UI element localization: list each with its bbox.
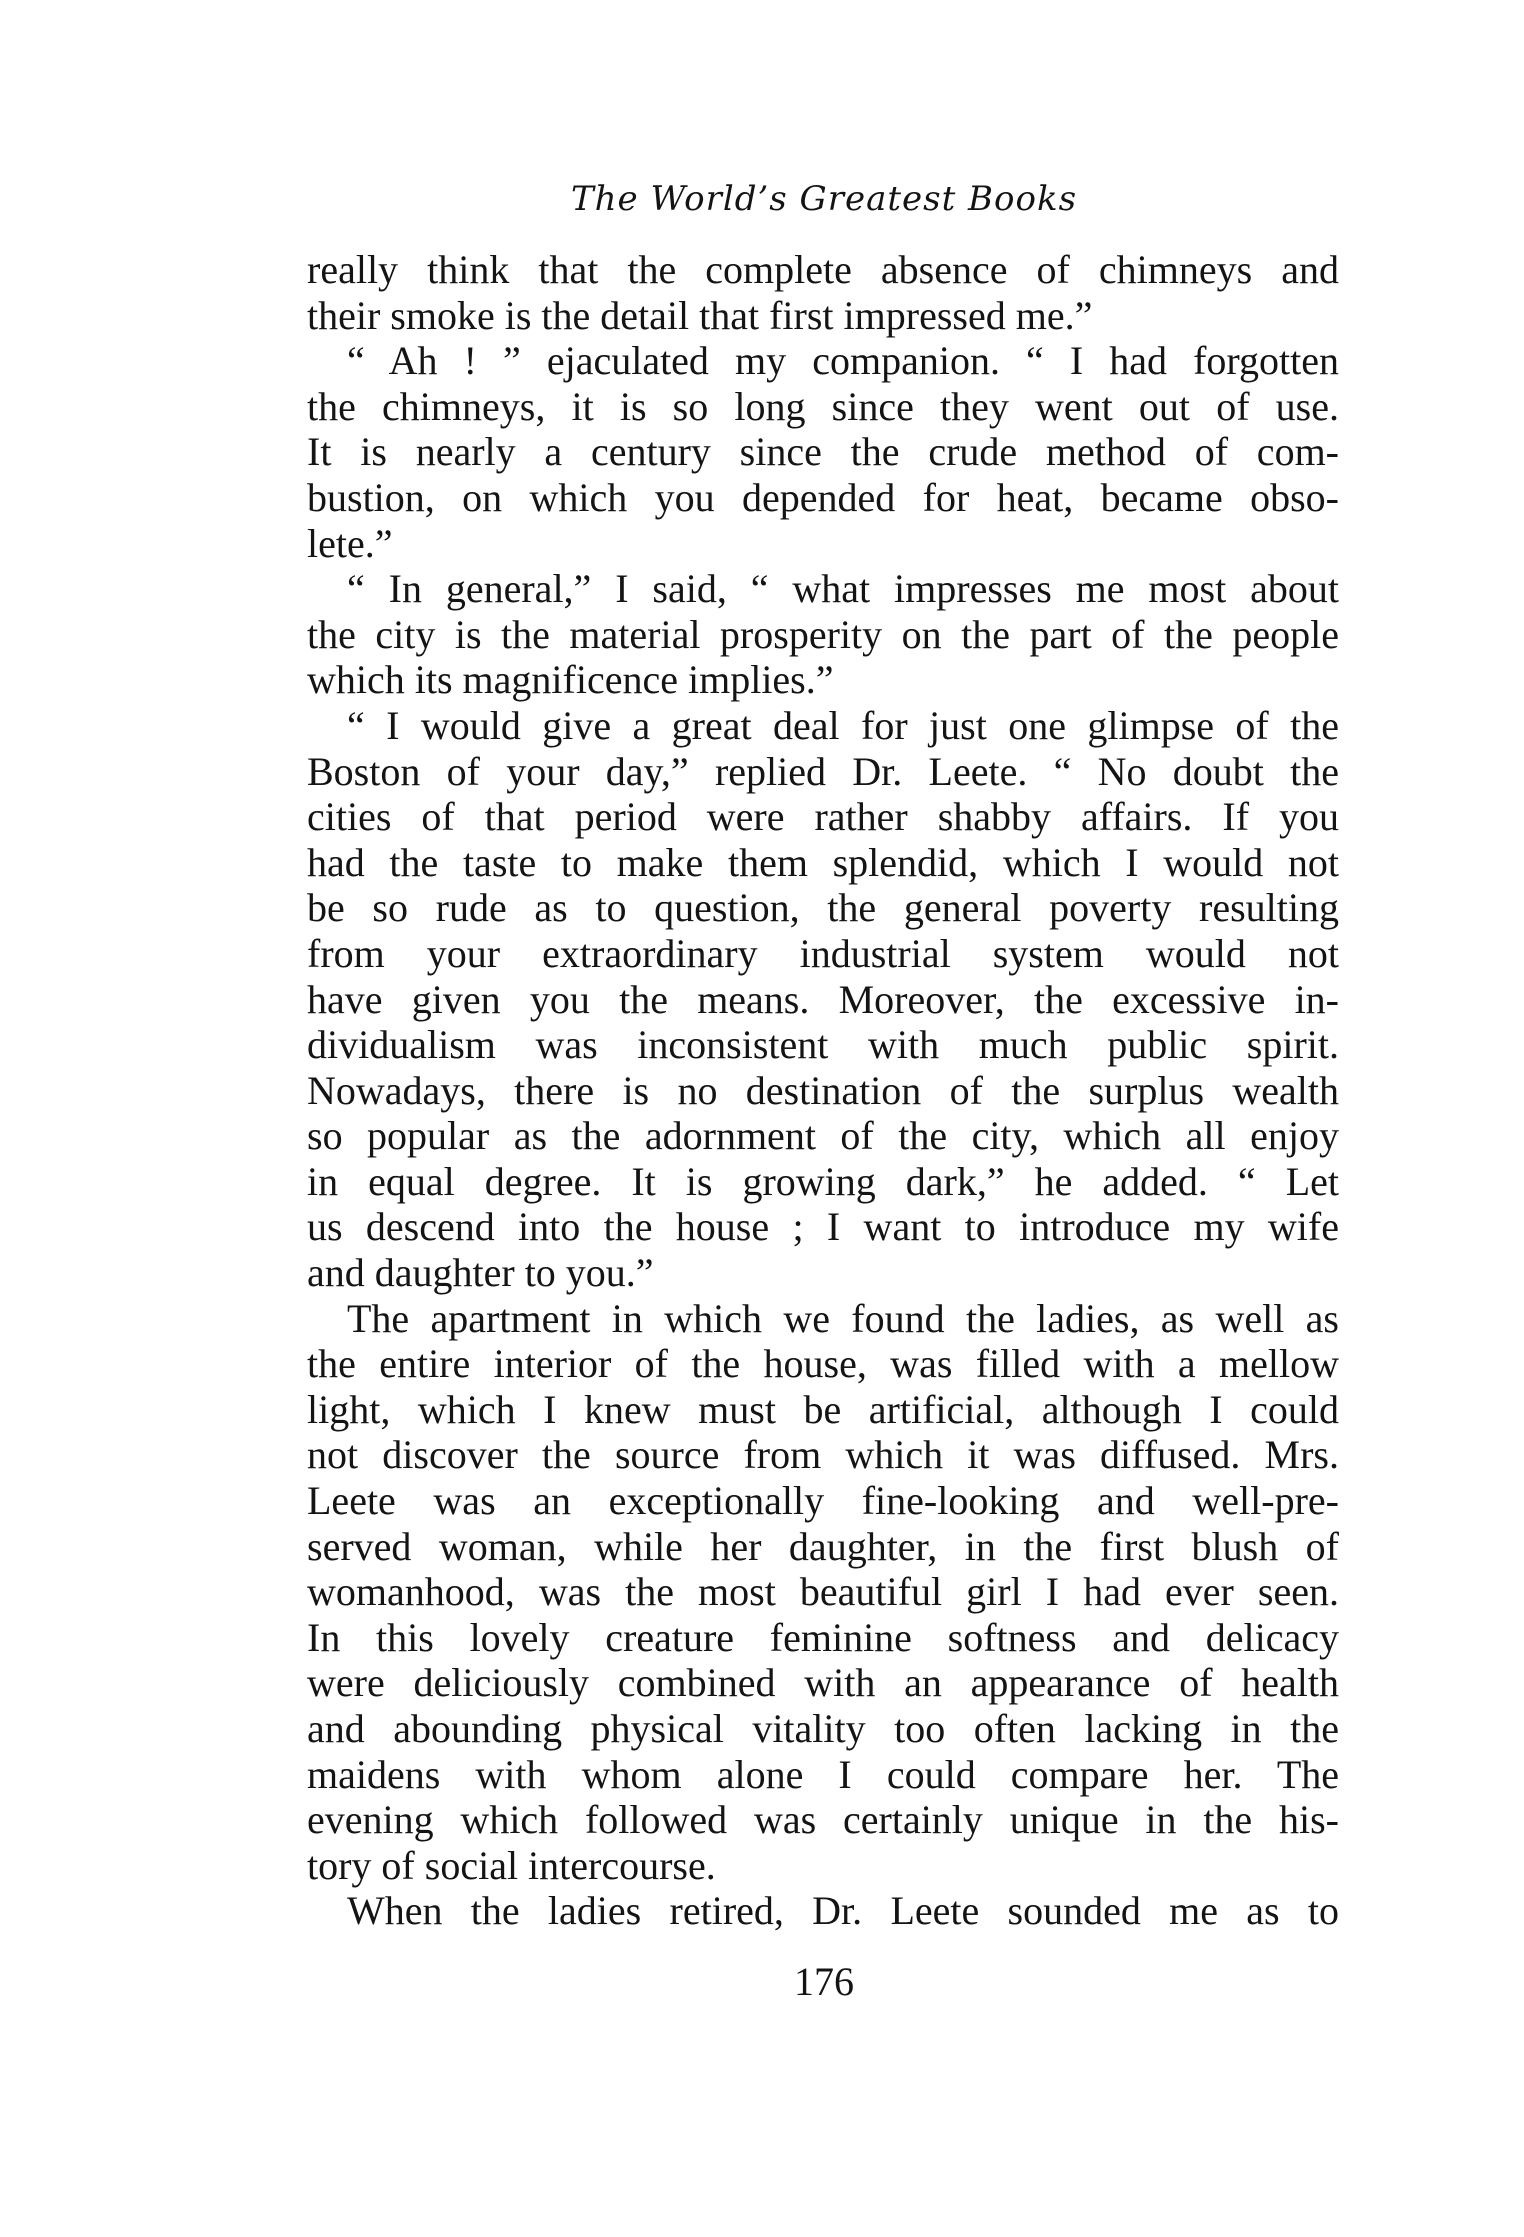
- text-line: served woman, while her daughter, in the first blush of: [307, 1523, 1339, 1569]
- text-line: Boston of your day,” replied Dr. Leete. “ No doubt the: [307, 748, 1339, 794]
- text-line: and daughter to you.”: [307, 1250, 654, 1296]
- text-line: their smoke is the detail that first impressed me.”: [307, 292, 1093, 338]
- text-line: maidens with whom alone I could compare her. The: [307, 1751, 1339, 1797]
- text-line: not discover the source from which it was diffused. Mrs.: [307, 1432, 1339, 1478]
- text-line: the city is the material prosperity on the part of the people: [307, 611, 1339, 657]
- text-line: The apartment in which we found the ladies, as well as: [347, 1295, 1339, 1341]
- text-line: lete.”: [307, 520, 393, 566]
- text-line: cities of that period were rather shabby affairs. If you: [307, 794, 1339, 840]
- text-line: be so rude as to question, the general poverty resulting: [307, 885, 1339, 931]
- text-line: bustion, on which you depended for heat, became obso-: [307, 474, 1339, 520]
- text-line: light, which I knew must be artificial, although I could: [307, 1386, 1339, 1432]
- text-line: Leete was an exceptionally fine-looking and well-pre-: [307, 1478, 1339, 1524]
- text-line: “ In general,” I said, “ what impresses me most about: [347, 566, 1339, 612]
- text-line: womanhood, was the most beautiful girl I had ever seen.: [307, 1569, 1339, 1615]
- text-line: were deliciously combined with an appearance of health: [307, 1660, 1339, 1706]
- text-line: had the taste to make them splendid, which I would not: [307, 839, 1339, 885]
- text-line: us descend into the house ; I want to introduce my wife: [307, 1204, 1339, 1250]
- text-line: dividualism was inconsistent with much public spirit.: [307, 1022, 1339, 1068]
- text-line: which its magnificence implies.”: [307, 657, 834, 703]
- running-head-title: The World’s Greatest Books: [570, 179, 1078, 219]
- text-line: In this lovely creature feminine softness and delicacy: [307, 1614, 1339, 1660]
- text-line: When the ladies retired, Dr. Leete sounded me as to: [347, 1888, 1339, 1934]
- text-line: have given you the means. Moreover, the excessive in-: [307, 976, 1339, 1022]
- text-line: the chimneys, it is so long since they went out of use.: [307, 383, 1339, 429]
- text-line: tory of social intercourse.: [307, 1842, 716, 1888]
- text-line: the entire interior of the house, was filled with a mellow: [307, 1341, 1339, 1387]
- text-line: from your extraordinary industrial system would not: [307, 930, 1339, 976]
- body-text: [307, 247, 1339, 1934]
- text-line: really think that the complete absence of chimneys and: [307, 247, 1339, 292]
- text-line: and abounding physical vitality too often lacking in the: [307, 1706, 1339, 1751]
- text-line: “ Ah ! ” ejaculated my companion. “ I had forgotten: [347, 338, 1339, 384]
- text-line: so popular as the adornment of the city, which all enjoy: [307, 1113, 1339, 1159]
- page-number: 176: [794, 1959, 854, 2004]
- text-line: It is nearly a century since the crude method of com-: [307, 429, 1339, 475]
- text-line: “ I would give a great deal for just one glimpse of the: [347, 702, 1339, 748]
- text-line: in equal degree. It is growing dark,” he added. “ Let: [307, 1158, 1339, 1204]
- text-line: evening which followed was certainly unique in the his-: [307, 1797, 1339, 1843]
- text-line: Nowadays, there is no destination of the surplus wealth: [307, 1067, 1339, 1113]
